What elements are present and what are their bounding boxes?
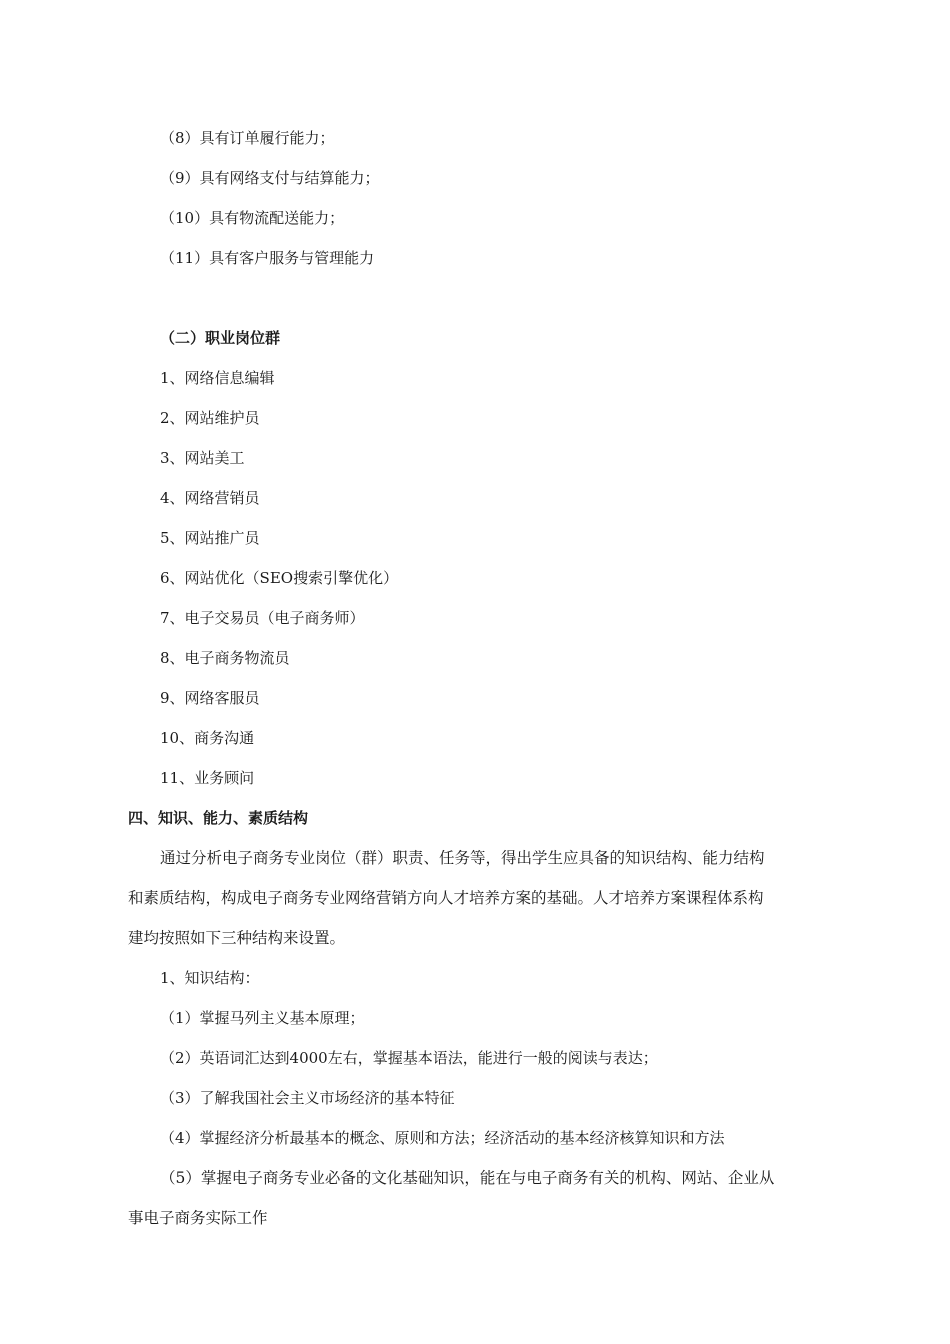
knowledge-item: （1）掌握马列主义基本原理； [160, 1009, 365, 1027]
job-item: 9、网络客服员 [160, 689, 260, 707]
section-heading-structure: 四、知识、能力、素质结构 [128, 809, 309, 827]
knowledge-item: （4）掌握经济分析最基本的概念、原则和方法；经济活动的基本经济核算知识和方法 [160, 1129, 725, 1147]
job-item: 5、网站推广员 [160, 529, 260, 547]
job-item: 10、商务沟通 [160, 729, 255, 747]
knowledge-heading: 1、知识结构： [160, 969, 260, 987]
job-item: 4、网络营销员 [160, 489, 260, 507]
job-item: 3、网站美工 [160, 449, 245, 467]
knowledge-item: （3）了解我国社会主义市场经济的基本特征 [160, 1089, 455, 1107]
job-item: 1、网络信息编辑 [160, 369, 275, 387]
job-item: 11、业务顾问 [160, 769, 255, 787]
job-item: 2、网站维护员 [160, 409, 260, 427]
ability-item-11: （11）具有客户服务与管理能力 [160, 249, 375, 267]
section-heading-jobs: （二）职业岗位群 [160, 329, 281, 347]
intro-paragraph-line: 建均按照如下三种结构来设置。 [128, 929, 346, 947]
knowledge-item: （2）英语词汇达到4000左右，掌握基本语法，能进行一般的阅读与表达； [160, 1049, 658, 1067]
intro-paragraph-line: 通过分析电子商务专业岗位（群）职责、任务等，得出学生应具备的知识结构、能力结构 [160, 849, 765, 867]
ability-item-8: （8）具有订单履行能力； [160, 129, 335, 147]
intro-paragraph-line: 和素质结构，构成电子商务专业网络营销方向人才培养方案的基础。人才培养方案课程体系构 [128, 889, 764, 907]
job-item: 8、电子商务物流员 [160, 649, 290, 667]
knowledge-item-continuation: 事电子商务实际工作 [128, 1209, 268, 1227]
job-item: 6、网站优化（SEO搜索引擎优化） [160, 569, 399, 587]
job-item: 7、电子交易员（电子商务师） [160, 609, 365, 627]
ability-item-10: （10）具有物流配送能力； [160, 209, 345, 227]
knowledge-item: （5）掌握电子商务专业必备的文化基础知识，能在与电子商务有关的机构、网站、企业从 [160, 1169, 775, 1187]
ability-item-9: （9）具有网络支付与结算能力； [160, 169, 380, 187]
